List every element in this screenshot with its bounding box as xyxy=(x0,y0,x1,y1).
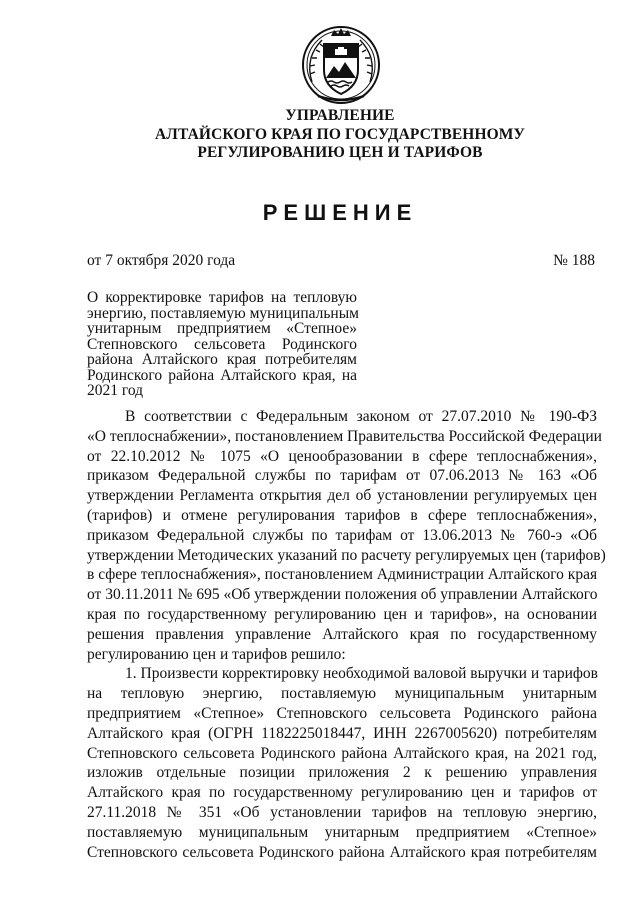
body-line: В соответствии с Федеральным законом от 27.07.2010 № 190-ФЗ xyxy=(125,408,597,425)
body-line: Алтайского края (ОГРН 1182225018447, ИНН 2267005620) потребителям xyxy=(87,724,597,742)
body-line: изложив отдельные позиции приложения 2 к решению управления xyxy=(87,764,597,782)
body-line: утверждении Регламента открытия дел об установлении регулируемых цен xyxy=(87,487,597,505)
body-line: регулированию цен и тарифов решило: xyxy=(87,645,346,663)
subject-line: унитарным предприятием «Степное» xyxy=(87,320,357,337)
body-line: предприятием «Степное» Степновского сельсовета Родинского района xyxy=(87,704,597,722)
altai-coat-of-arms-icon xyxy=(298,22,384,108)
body-line: решения правления управление Алтайского края по государственному xyxy=(87,625,597,643)
body-line: приказом Федеральной службы по тарифам от 13.06.2013 № 760-э «Об xyxy=(87,526,597,544)
document-body xyxy=(87,407,606,862)
body-line: Степновского сельсовета Родинского района Алтайского края потребителям xyxy=(87,843,597,861)
subject-line: Степновского сельсовета Родинского xyxy=(87,335,357,353)
issuing-authority xyxy=(90,107,590,163)
subject-line: О корректировке тарифов на тепловую xyxy=(87,289,357,306)
body-line: 1. Произвести корректировку необходимой валовой выручки и тарифов xyxy=(125,665,598,683)
authority-line: РЕГУЛИРОВАНИЮ ЦЕН И ТАРИФОВ xyxy=(197,144,483,161)
body-line: поставляемую муниципальным унитарным предприятием «Степное» xyxy=(87,823,597,841)
body-line: «О теплоснабжении», постановлением Правительства Российской Федерации xyxy=(87,427,602,445)
subject-line: Родинского района Алтайского края, на xyxy=(87,366,357,384)
body-line: в сфере теплоснабжения», постановлением Администрации Алтайского края xyxy=(87,566,598,584)
document-type-heading: РЕШЕНИЕ xyxy=(262,200,418,225)
body-line: 27.11.2018 № 351 «Об установлении тарифов на тепловую энергию, xyxy=(87,803,597,821)
body-line: Алтайского края по государственному регулированию цен и тарифов от xyxy=(87,784,597,802)
authority-line: АЛТАЙСКОГО КРАЯ ПО ГОСУДАРСТВЕННОМУ xyxy=(155,125,525,143)
body-line: (тарифов) и отмене регулирования тарифов в сфере теплоснабжения», xyxy=(87,506,597,524)
subject-line: 2021 год xyxy=(87,382,144,399)
body-line: от 30.11.2011 № 695 «Об утверждении положения об управлении Алтайского xyxy=(87,586,598,604)
subject-line: энергию, поставляемую муниципальным xyxy=(87,304,359,322)
body-line: на тепловую энергию, поставляемую муниципальным унитарным xyxy=(87,685,597,703)
document-date: от 7 октября 2020 года xyxy=(87,252,236,269)
body-line: утверждении Методических указаний по расчету регулируемых цен (тарифов) xyxy=(87,546,606,564)
subject-line: района Алтайского края потребителям xyxy=(87,351,357,368)
body-line: приказом Федеральной службы по тарифам от 07.06.2013 № 163 «Об xyxy=(87,467,597,485)
document-subject xyxy=(87,290,357,399)
body-line: Степновского сельсовета Родинского района Алтайского края, на 2021 год, xyxy=(87,744,597,762)
body-line: от 22.10.2012 № 1075 «О ценообразовании в сфере теплоснабжения», xyxy=(87,447,597,465)
body-line: края по государственному регулированию цен и тарифов», на основании xyxy=(87,605,597,623)
authority-line: УПРАВЛЕНИЕ xyxy=(285,107,395,124)
document-number: № 188 xyxy=(553,252,595,269)
